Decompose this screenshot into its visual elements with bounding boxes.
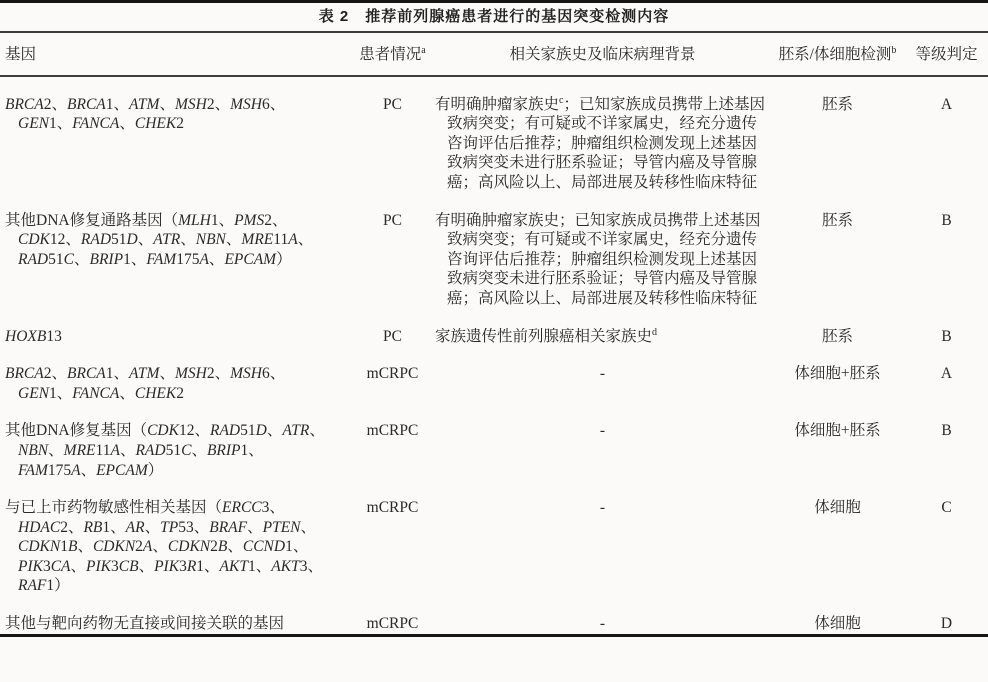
grade-cell: B [941, 327, 952, 345]
col-header-history: 相关家族史及临床病理背景 [509, 46, 696, 63]
patient-cell: mCRPC [366, 499, 419, 517]
patient-cell: mCRPC [366, 422, 419, 440]
table-body [0, 77, 988, 634]
table-header-row [0, 33, 988, 77]
gene-cell: 其他DNA修复基因（CDK12、RAD51D、ATR、NBN、MRE11A、RAD51C、BRIP1、FAM175A、EPCAM） [5, 422, 325, 479]
table-row [0, 403, 988, 480]
patient-cell: mCRPC [366, 615, 419, 633]
history-cell: 家族遗传性前列腺癌相关家族史$^d$ [435, 326, 658, 345]
testing-cell: 胚系 [821, 211, 853, 229]
table-row [0, 309, 988, 347]
gene-cell: 其他DNA修复通路基因（MLH1、PMS2、CDK12、RAD51D、ATR、NBN、MRE11A、RAD51C、BRIP1、FAM175A、EPCAM） [5, 211, 314, 268]
grade-cell: C [941, 499, 952, 517]
col-header-grade: 等级判定 [915, 46, 978, 63]
col-header-patient: 患者情况$^a$ [359, 44, 426, 63]
testing-cell: 体细胞 [814, 499, 861, 517]
table-row [0, 596, 988, 634]
patient-cell: PC [383, 95, 402, 113]
patient-cell: mCRPC [366, 365, 419, 383]
history-cell: - [599, 422, 606, 440]
testing-cell: 胚系 [821, 327, 853, 345]
testing-cell: 体细胞+胚系 [794, 422, 881, 440]
testing-cell: 胚系 [821, 95, 853, 113]
col-header-testing: 胚系/体细胞检测$^b$ [778, 44, 897, 63]
gene-cell: 与已上市药物敏感性相关基因（ERCC3、HDAC2、RB1、AR、TP53、BRAF、PTEN、CDKN1B、CDKN2A、CDKN2B、CCND1、PIK3CA、PIK3CB、PIK3R1、AKT1、AKT3、RAF1） [5, 499, 323, 595]
table-title: 表 2 推荐前列腺癌患者进行的基因突变检测内容 [0, 3, 988, 33]
grade-cell: D [940, 615, 953, 633]
table-row [0, 480, 988, 596]
gene-cell: BRCA2、BRCA1、ATM、MSH2、MSH6、GEN1、FANCA、CHEK2 [5, 95, 286, 133]
gene-cell: BRCA2、BRCA1、ATM、MSH2、MSH6、GEN1、FANCA、CHEK2 [5, 365, 286, 402]
col-header-gene: 基因 [5, 46, 37, 63]
gene-cell: HOXB13 [5, 327, 62, 345]
table-bottom-rule [0, 634, 988, 637]
grade-cell: B [941, 422, 952, 440]
testing-cell: 体细胞 [814, 615, 861, 633]
grade-cell: A [940, 365, 953, 383]
patient-cell: PC [383, 327, 402, 345]
grade-cell: B [941, 211, 952, 229]
history-cell: - [599, 499, 606, 517]
testing-cell: 体细胞+胚系 [794, 365, 881, 383]
history-cell: - [599, 365, 606, 383]
table-row [0, 346, 988, 403]
patient-cell: PC [383, 211, 402, 229]
gene-cell: 其他与靶向药物无直接或间接关联的基因 [5, 615, 285, 633]
grade-cell: A [940, 95, 953, 113]
history-cell: 有明确肿瘤家族史；已知家族成员携带上述基因致病突变；有可疑或不详家属史，经充分遗传咨询评估后推荐；肿瘤组织检测发现上述基因致病突变未进行胚系验证；导管内癌及导管腺癌；高风险以上、局部进展及转移性临床特征 [435, 211, 761, 307]
history-cell: - [599, 615, 606, 633]
table-row [0, 77, 988, 193]
table-row [0, 193, 988, 309]
history-cell: 有明确肿瘤家族史$^c$；已知家族成员携带上述基因致病突变；有可疑或不详家属史，经充分遗传咨询评估后推荐；肿瘤组织检测发现上述基因致病突变未进行胚系验证；导管内癌及导管腺癌；高风险以上、局部进展及转移性临床特征 [435, 94, 765, 191]
